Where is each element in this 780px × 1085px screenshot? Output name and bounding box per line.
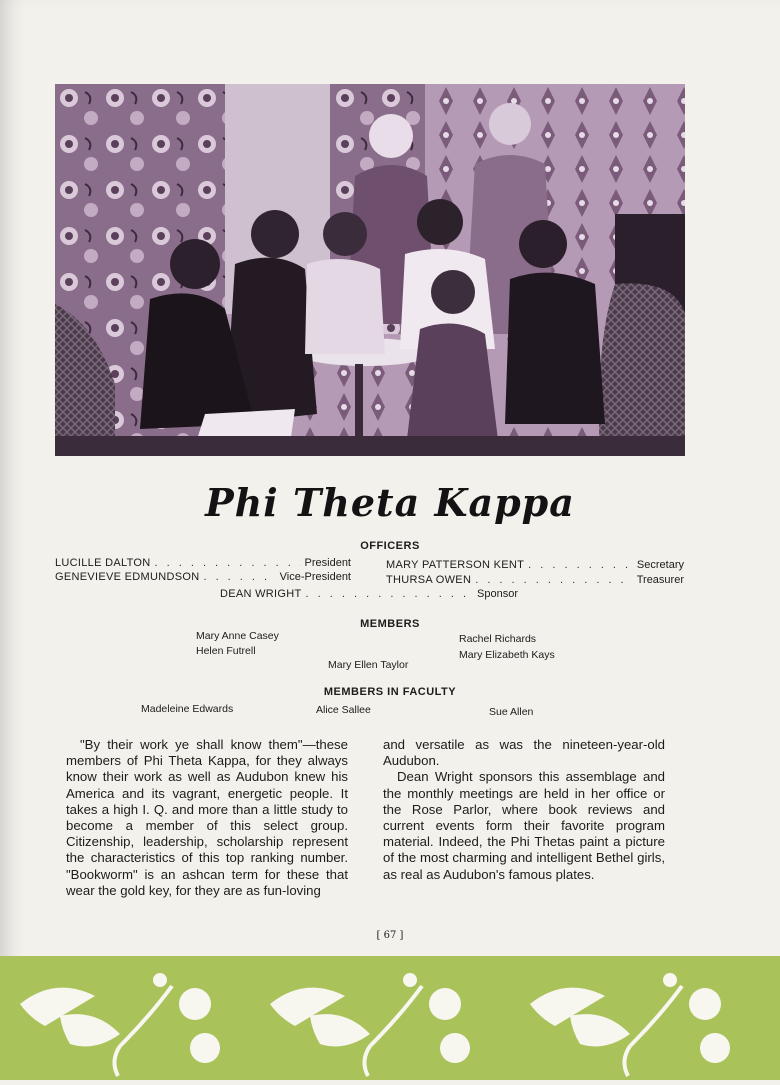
officer-name: MARY PATTERSON KENT (386, 559, 525, 571)
faculty-name: Sue Allen (489, 706, 534, 718)
officer-row (220, 588, 518, 600)
officer-role: Treasurer (636, 574, 684, 586)
page-title: Phi Theta Kappa (205, 480, 575, 525)
member-name: Mary Elizabeth Kays (459, 649, 555, 661)
leader-dots (155, 557, 301, 569)
body-paragraph: and versatile as was the nineteen-year-old Audubon. (383, 737, 665, 769)
leader-dots (475, 574, 633, 586)
officer-name: THURSA OWEN (386, 574, 472, 586)
body-right-column (383, 737, 665, 883)
member-name: Rachel Richards (459, 633, 537, 645)
faculty-name: Alice Sallee (316, 704, 371, 716)
members-heading: MEMBERS (360, 618, 420, 630)
body-paragraph: "By their work ye shall know them"—these members of Phi Theta Kappa, for they always know their work as well as Audubon knew his America and its vagrant, energetic people. It takes a high I. Q. and more than a little study to become a member of this select group. Citizenship, leadership, scholarship represent the characteristics of this top ranking number. "Bookworm" is an ashcan term for these that wear the gold key, for they are as fun-loving (66, 737, 348, 898)
officer-row (55, 557, 351, 569)
member-name: Mary Anne Casey (196, 630, 279, 642)
officer-name: LUCILLE DALTON (55, 557, 151, 569)
leader-dots (203, 571, 275, 583)
member-name: Helen Futrell (196, 645, 256, 657)
officer-row (386, 574, 684, 586)
officer-role: Secretary (636, 559, 684, 571)
faculty-heading: MEMBERS IN FACULTY (323, 686, 457, 698)
officer-role: Vice-President (279, 571, 351, 583)
decorative-leaf-band (0, 956, 780, 1080)
officer-name: GENEVIEVE EDMUNDSON (55, 571, 200, 583)
officer-role: President (304, 557, 351, 569)
leader-dots (528, 559, 633, 571)
member-name: Mary Ellen Taylor (328, 659, 409, 671)
officers-heading: OFFICERS (360, 540, 420, 552)
page-number: [ 67 ] (376, 930, 404, 941)
group-photo (55, 84, 685, 456)
officer-row (55, 571, 351, 583)
faculty-name: Madeleine Edwards (141, 703, 234, 715)
officer-role: Sponsor (477, 588, 518, 600)
body-paragraph: Dean Wright sponsors this assemblage and the monthly meetings are held in her office or the Rose Parlor, where book reviews and current events form their favorite program material. Indeed, the Phi Thetas paint a picture of the most charming and intelligent Bethel girls, as real as Audubon's famous plates. (383, 769, 665, 882)
body-left-column (66, 737, 348, 899)
officer-name: DEAN WRIGHT (220, 588, 302, 600)
leader-dots (306, 588, 473, 600)
officer-row (386, 559, 684, 571)
